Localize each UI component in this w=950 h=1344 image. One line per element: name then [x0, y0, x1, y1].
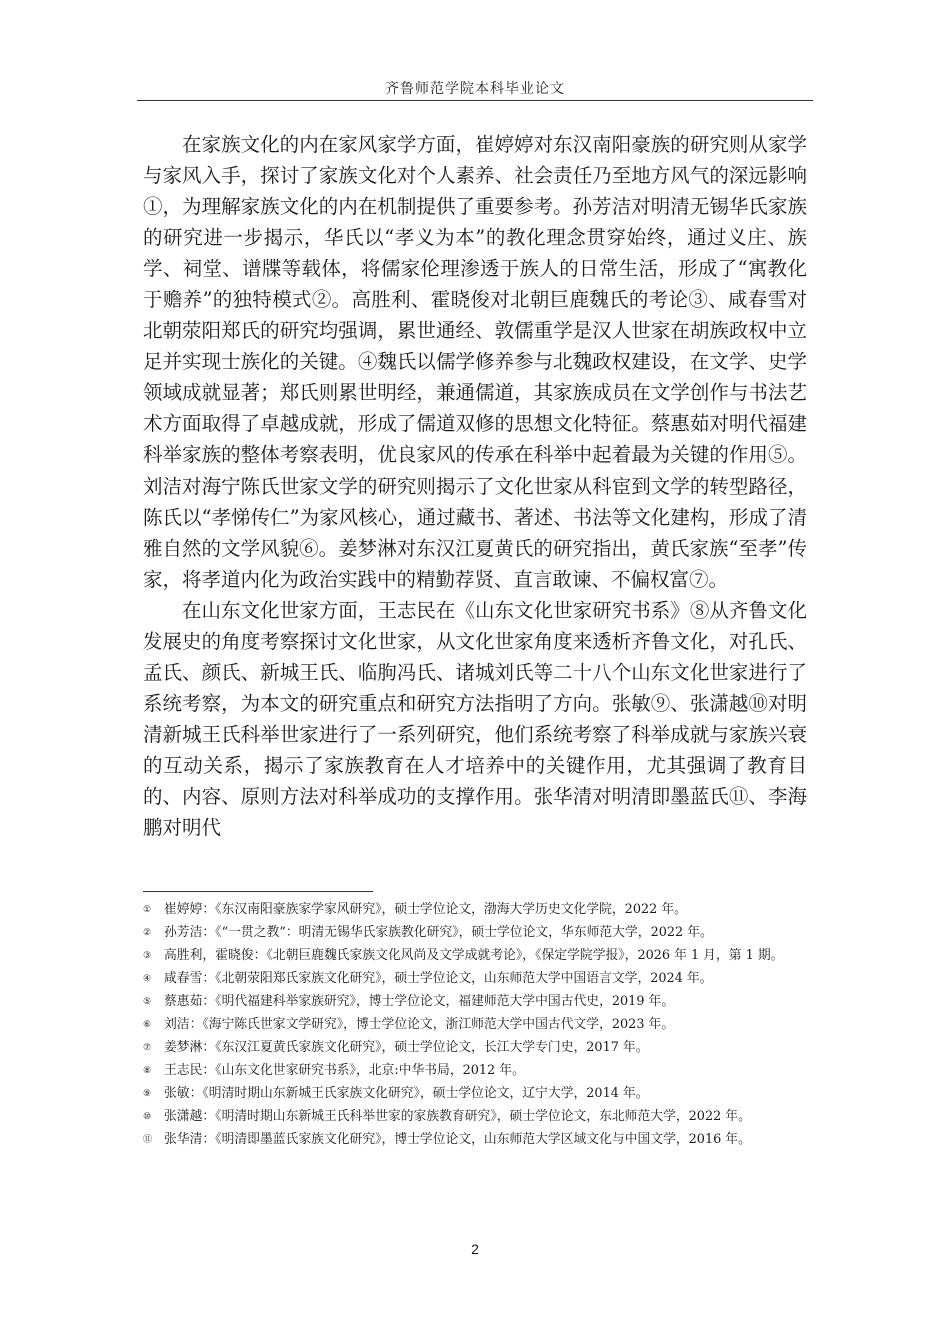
footnote-text: 高胜利，霍晓俊：《北朝巨鹿魏氏家族文化风尚及文学成就考论》，《保定学院学报》，2026 年 1 月，第 1 期。: [164, 948, 784, 963]
footnote-item: [143, 922, 807, 944]
footnote-item: [143, 899, 807, 921]
footnote-marker: ⑪: [143, 1135, 153, 1145]
footnote-marker: ①: [143, 905, 152, 915]
footnote-text: 蔡惠茹：《明代福建科举家族研究》，博士学位论文，福建师范大学中国古代史，2019 年。: [164, 994, 675, 1009]
paragraph-family-style: 在家族文化的内在家风家学方面，崔婷婷对东汉南阳豪族的研究则从家学与家风入手，探讨了家族文化对个人素养、社会责任乃至地方风气的深远影响①，为理解家族文化的内在机制提供了重要参考。孙芳洁对明清无锡华氏家族的研究进一步揭示，华氏以“孝义为本”的教化理念贯穿始终，通过义庄、族学、祠堂、谱牒等载体，将儒家伦理渗透于族人的日常生活，形成了“寓教化于赡养”的独特模式②。高胜利、霍晓俊对北朝巨鹿魏氏的考论③、咸春雪对北朝荥阳郑氏的研究均强调，累世通经、敦儒重学是汉人世家在胡族政权中立足并实现士族化的关键。④魏氏以儒学修养参与北魏政权建设，在文学、史学领域成就显著；郑氏则累世明经，兼通儒道，其家族成员在文学创作与书法艺术方面取得了卓越成就，形成了儒道双修的思想文化特征。蔡惠茹对明代福建科举家族的整体考察表明，优良家风的传承在科举中起着最为关键的作用⑤。刘洁对海宁陈氏世家文学的研究则揭示了文化世家从科宦到文学的转型路径，陈氏以“孝悌传仁”为家风核心，通过藏书、著述、书法等文化建构，形成了清雅自然的文学风貌⑥。姜梦淋对东汉江夏黄氏的研究指出，黄氏家族“至孝”传家，将孝道内化为政治实践中的精勤荐贤、直言敢谏、不偏权富⑦。: [143, 133, 807, 591]
footnote-item: [143, 1014, 807, 1036]
footnote-separator: [143, 891, 373, 892]
paragraph-shandong-families: 在山东文化世家方面，王志民在《山东文化世家研究书系》⑧从齐鲁文化发展史的角度考察探讨文化世家，从文化世家角度来透析齐鲁文化，对孔氏、孟氏、颜氏、新城王氏、临朐冯氏、诸城刘氏等二十八个山东文化世家进行了系统考察，为本文的研究重点和研究方法指明了方向。张敏⑨、张潇越⑩对明清新城王氏科举世家进行了一系列研究，他们系统考察了科举成就与家族兴衰的互动关系，揭示了家族教育在人才培养中的关键作用，尤其强调了教育目的、内容、原则方法对科举成功的支撑作用。张华清对明清即墨蓝氏⑪、李海鹏对明代: [143, 598, 807, 840]
footnote-item: [143, 991, 807, 1013]
footnote-text: 咸春雪：《北朝荥阳郑氏家族文化研究》，硕士学位论文，山东师范大学中国语言文学，2024 年。: [164, 971, 713, 986]
footnote-marker: ②: [143, 928, 152, 938]
footnote-marker: ④: [143, 974, 152, 984]
footnote-marker: ⑩: [143, 1112, 152, 1122]
footnote-marker: ⑨: [143, 1089, 152, 1099]
footnote-item: [143, 1129, 807, 1151]
footnote-list: [143, 899, 807, 1152]
footnote-item: [143, 1106, 807, 1128]
main-body: [143, 129, 807, 843]
footnote-text: 张潇越：《明清时期山东新城王氏科举世家的家族教育研究》，硕士学位论文，东北师范大学，2022 年。: [164, 1109, 751, 1124]
footnote-text: 张敏：《明清时期山东新城王氏家族文化研究》，硕士学位论文，辽宁大学，2014 年。: [164, 1086, 649, 1101]
footnote-text: 姜梦淋：《东汉江夏黄氏家族文化研究》，硕士学位论文，长江大学专门史，2017 年。: [164, 1040, 649, 1055]
footnote-text: 王志民：《山东文化世家研究书系》，北京:中华书局，2012 年。: [164, 1063, 525, 1078]
footnote-marker: ③: [143, 951, 152, 961]
footnote-item: [143, 1037, 807, 1059]
footnote-text: 孙芳洁：《“一贯之教”：明清无锡华氏家族教化研究》，硕士学位论文，华东师范大学，2022 年。: [164, 925, 713, 940]
footnote-marker: ⑤: [143, 997, 152, 1007]
footnote-marker: ⑥: [143, 1020, 152, 1030]
header-divider: [137, 100, 813, 101]
footnote-text: 崔婷婷：《东汉南阳豪族家学家风研究》，硕士学位论文，渤海大学历史文化学院，2022 年。: [164, 902, 687, 917]
footnote-text: 刘洁：《海宁陈氏世家文学研究》，博士学位论文，浙江师范大学中国古代文学，2023 年。: [164, 1017, 675, 1032]
footnote-marker: ⑧: [143, 1066, 152, 1076]
footnote-text: 张华清：《明清即墨蓝氏家族文化研究》，博士学位论文，山东师范大学区域文化与中国文学，2016 年。: [164, 1132, 751, 1147]
page-header-title: 齐鲁师范学院本科毕业论文: [385, 81, 565, 97]
footnote-item: [143, 1060, 807, 1082]
footnote-item: [143, 968, 807, 990]
page-number: 2: [471, 1241, 479, 1257]
footnote-item: [143, 945, 807, 967]
footnote-marker: ⑦: [143, 1043, 152, 1053]
footnote-item: [143, 1083, 807, 1105]
